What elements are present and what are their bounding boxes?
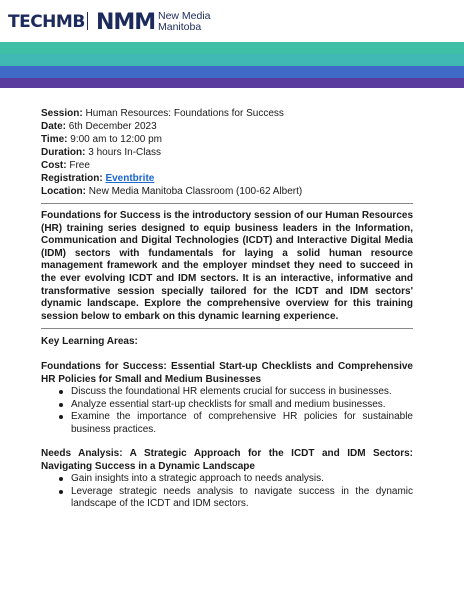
bullet-item: Examine the importance of comprehensive HR policies for sustainable business practices. [71, 411, 413, 435]
location-row: Location: New Media Manitoba Classroom (100-62 Albert) [41, 186, 303, 197]
techmb-logo: TECHMB [8, 12, 94, 32]
date-row: Date: 6th December 2023 [41, 121, 157, 132]
bullet-item: Discuss the foundational HR elements crucial for success in businesses. [71, 386, 413, 399]
cost-row: Cost: Free [41, 160, 90, 171]
divider [41, 203, 413, 204]
decorative-color-bands [0, 42, 464, 88]
area-title: Needs Analysis: A Strategic Approach for the ICDT and IDM Sectors: Navigating Success in a Dynamic Landscape [41, 448, 413, 472]
document-body [41, 107, 413, 511]
band-aqua [0, 54, 464, 66]
bullet-item: Analyze essential start-up checklists for small and medium businesses. [71, 399, 413, 412]
area-bullets [41, 386, 413, 436]
bullet-item: Gain insights into a strategic approach to needs analysis. [71, 473, 413, 486]
key-areas-heading: Key Learning Areas: [41, 336, 138, 348]
eventbrite-link[interactable]: Eventbrite [105, 173, 155, 184]
duration-row: Duration: 3 hours In-Class [41, 147, 162, 158]
session-row: Session: Human Resources: Foundations for Success [41, 108, 284, 119]
divider [41, 328, 413, 329]
band-purple [0, 78, 464, 88]
page-header [0, 0, 464, 42]
intro-paragraph: Foundations for Success is the introductory session of our Human Resources (HR) training series designed to equip business leaders in the Information, Communication and Digital Technologies (ICDT) and Interactive Digital Media (IDM) sectors with fundamentals for laying a solid human resource management framework and the employer mindset they need to succeed in the ever evolving ICDT and IDM sectors. It is an interactive, informative and transformative session specially tailored for the ICDT and IDM sectors' dynamic landscape. Explore the comprehensive overview for this training session below to embark on this dynamic learning experience. [41, 210, 413, 322]
band-teal [0, 42, 464, 54]
nmm-logo-wordmark: New Media Manitoba [158, 10, 211, 33]
time-row: Time: 9:00 am to 12:00 pm [41, 134, 163, 145]
registration-row: Registration: Eventbrite [41, 173, 155, 184]
band-blue [0, 66, 464, 78]
bullet-item: Leverage strategic needs analysis to navigate success in the dynamic landscape of the ICDT and IDM sectors. [71, 485, 413, 510]
area-bullets [41, 473, 413, 511]
nmm-logo: NMM [96, 10, 156, 35]
area-title: Foundations for Success: Essential Start-up Checklists and Comprehensive HR Policies for Small and Medium Businesses [41, 361, 413, 385]
